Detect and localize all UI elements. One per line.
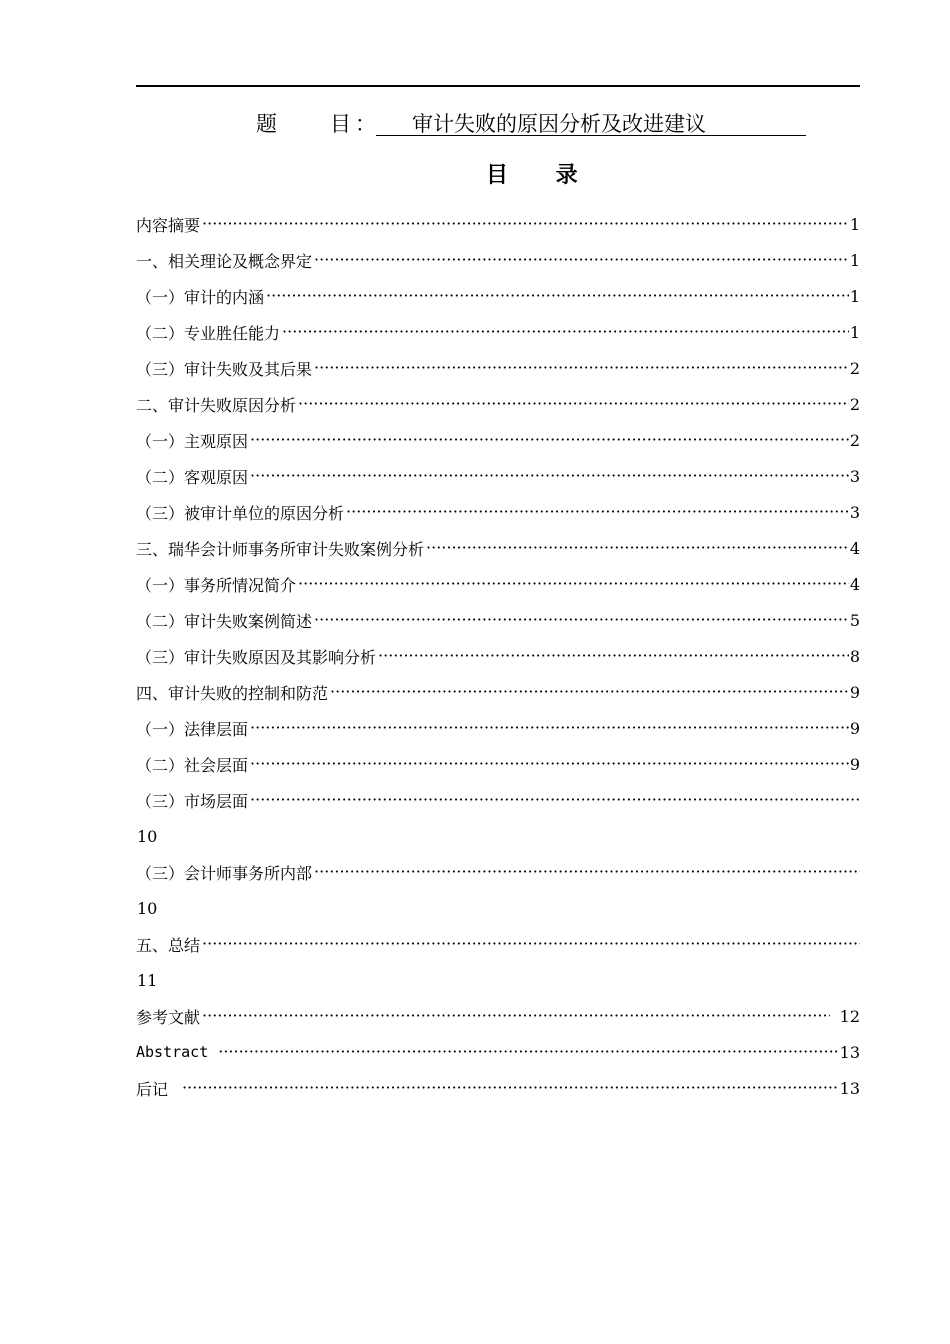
toc-entry-label: 一、相关理论及概念界定 — [136, 251, 313, 271]
toc-leader-dots — [298, 566, 849, 602]
title-colon: ： — [355, 112, 376, 136]
toc-entry[interactable] — [136, 926, 860, 962]
toc-leader-dots — [314, 854, 860, 890]
toc-entry[interactable] — [136, 602, 860, 638]
toc-entry[interactable] — [136, 998, 860, 1034]
toc-entry-label: （一）法律层面 — [136, 719, 249, 739]
toc-entry-label: （一）事务所情况简介 — [136, 575, 297, 595]
title-row — [0, 108, 950, 140]
toc-page-number: 4 — [849, 574, 860, 594]
toc-entry[interactable] — [136, 710, 860, 746]
toc-page-number: 2 — [849, 358, 860, 378]
header-rule — [136, 85, 860, 87]
toc-entry[interactable] — [136, 386, 860, 422]
toc-entry-label: （二）社会层面 — [136, 755, 249, 775]
toc-page-number: 3 — [849, 466, 860, 486]
toc-leader-dots — [250, 422, 849, 458]
table-of-contents — [136, 206, 860, 1106]
toc-entry[interactable] — [136, 746, 860, 782]
toc-entry[interactable] — [136, 1034, 860, 1070]
toc-entry[interactable] — [136, 638, 860, 674]
toc-entry[interactable] — [136, 782, 860, 818]
toc-entry-wrap — [136, 818, 860, 854]
toc-leader-dots — [330, 674, 849, 710]
toc-page-number: 2 — [849, 430, 860, 450]
toc-leader-dots — [182, 1070, 839, 1106]
toc-entry-label: （三）审计失败及其后果 — [136, 359, 313, 379]
toc-entry[interactable] — [136, 350, 860, 386]
toc-entry[interactable] — [136, 854, 860, 890]
toc-entry[interactable] — [136, 530, 860, 566]
toc-leader-dots — [250, 746, 849, 782]
toc-leader-dots — [298, 386, 849, 422]
toc-page-number: 13 — [839, 1042, 860, 1062]
toc-page-number: 1 — [849, 322, 860, 342]
toc-entry-label: （一）主观原因 — [136, 431, 249, 451]
toc-leader-dots — [314, 602, 849, 638]
toc-page-number: 1 — [849, 250, 860, 270]
toc-leader-dots — [266, 278, 849, 314]
toc-page-number: 9 — [849, 682, 860, 702]
toc-page-number: 8 — [849, 646, 860, 666]
toc-page-number: 1 — [849, 286, 860, 306]
toc-entry[interactable] — [136, 674, 860, 710]
toc-entry-label: 参考文献 — [136, 1007, 201, 1027]
toc-entry-label: （三）市场层面 — [136, 791, 249, 811]
toc-page-number: 3 — [849, 502, 860, 522]
toc-page-number: 10 — [137, 826, 158, 846]
toc-entry-label: （二）专业胜任能力 — [136, 323, 281, 343]
toc-entry-label: （三）被审计单位的原因分析 — [136, 503, 345, 523]
toc-entry-label: （一）审计的内涵 — [136, 287, 265, 307]
toc-leader-dots — [314, 242, 849, 278]
toc-entry[interactable] — [136, 494, 860, 530]
toc-leader-dots — [378, 638, 849, 674]
toc-entry-label: （二）客观原因 — [136, 467, 249, 487]
toc-entry-label: （二）审计失败案例简述 — [136, 611, 313, 631]
toc-page-number: 12 — [839, 1006, 860, 1026]
title-value-underline — [376, 108, 806, 136]
title-label-char2: 目 — [330, 112, 351, 136]
toc-leader-dots — [282, 314, 849, 350]
toc-entry-label: （三）会计师事务所内部 — [136, 863, 313, 883]
toc-entry-label: 后记 — [136, 1079, 169, 1099]
toc-leader-dots — [250, 782, 860, 818]
toc-entry-label: 五、总结 — [136, 935, 201, 955]
toc-heading: 目 录 — [486, 163, 598, 188]
toc-entry-label: （三）审计失败原因及其影响分析 — [136, 647, 377, 667]
toc-leader-dots — [218, 1034, 838, 1070]
toc-entry-label: 三、瑞华会计师事务所审计失败案例分析 — [136, 539, 425, 559]
toc-entry[interactable] — [136, 422, 860, 458]
toc-leader-dots — [426, 530, 849, 566]
toc-page-number: 1 — [849, 214, 860, 234]
toc-entry[interactable] — [136, 458, 860, 494]
toc-leader-dots — [250, 710, 849, 746]
toc-leader-dots — [202, 206, 849, 242]
toc-entry[interactable] — [136, 278, 860, 314]
toc-entry-label: 四、审计失败的控制和防范 — [136, 683, 329, 703]
toc-entry-label: 二、审计失败原因分析 — [136, 395, 297, 415]
toc-page-number: 9 — [849, 718, 860, 738]
toc-leader-dots — [250, 458, 849, 494]
toc-page-number: 4 — [849, 538, 860, 558]
title-label-char1: 题 — [256, 112, 277, 136]
toc-entry[interactable] — [136, 206, 860, 242]
toc-entry-wrap — [136, 962, 860, 998]
toc-entry-wrap — [136, 890, 860, 926]
toc-entry-label: 内容摘要 — [136, 215, 201, 235]
toc-page-number: 13 — [839, 1078, 860, 1098]
toc-leader-dots — [202, 998, 830, 1034]
toc-page-number: 2 — [849, 394, 860, 414]
toc-page-number: 5 — [849, 610, 860, 630]
toc-entry[interactable] — [136, 242, 860, 278]
toc-leader-dots — [346, 494, 849, 530]
toc-leader-dots — [202, 926, 860, 962]
toc-page-number: 10 — [137, 898, 158, 918]
toc-entry[interactable] — [136, 1070, 860, 1106]
toc-leader-dots — [314, 350, 849, 386]
toc-page-number: 9 — [849, 754, 860, 774]
toc-entry-label: Abstract — [136, 1043, 209, 1061]
thesis-title: 审计失败的原因分析及改进建议 — [412, 112, 706, 136]
toc-entry[interactable] — [136, 314, 860, 350]
toc-entry[interactable] — [136, 566, 860, 602]
toc-page-number: 11 — [137, 970, 158, 990]
